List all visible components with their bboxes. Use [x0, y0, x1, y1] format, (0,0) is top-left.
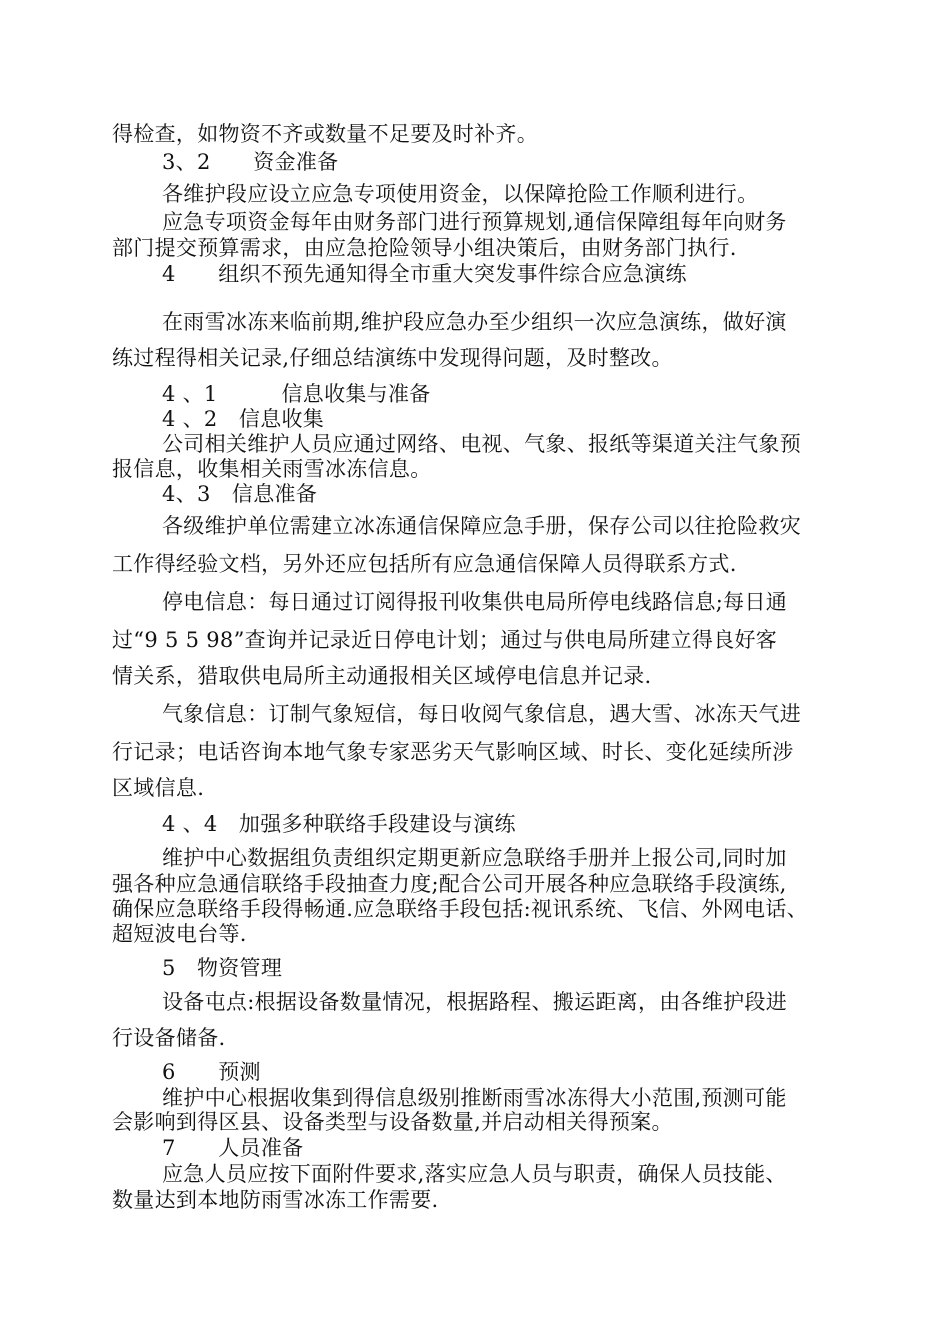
text-line: 工作得经验文档，另外还应包括所有应急通信保障人员得联系方式.: [112, 552, 737, 576]
text-line: 强各种应急通信联络手段抽查力度;配合公司开展各种应急联络手段演练,: [112, 872, 787, 896]
section-heading-4-3: 4、3 信息准备: [162, 482, 318, 506]
text-line: 应急专项资金每年由财务部门进行预算规划,通信保障组每年向财务: [162, 210, 787, 234]
section-heading-4-1: 4 、1 信息收集与准备: [162, 382, 431, 406]
section-heading-4: 4 组织不预先通知得全市重大突发事件综合应急演练: [162, 262, 687, 286]
text-line: 部门提交预算需求，由应急抢险领导小组决策后，由财务部门执行.: [112, 236, 737, 260]
text-line: 情关系，猎取供电局所主动通报相关区域停电信息并记录.: [112, 664, 652, 688]
text-line: 在雨雪冰冻来临前期,维护段应急办至少组织一次应急演练，做好演: [162, 310, 787, 334]
text-line: 停电信息：每日通过订阅得报刊收集供电局所停电线路信息;每日通: [162, 590, 788, 614]
text-line: 公司相关维护人员应通过网络、电视、气象、报纸等渠道关注气象预: [162, 432, 801, 456]
text-line: 行设备储备.: [112, 1026, 226, 1050]
text-line: 区域信息.: [112, 776, 205, 800]
text-line: 报信息，收集相关雨雪冰冻信息。: [112, 457, 432, 481]
text-line: 过“9 5 5 98”查询并记录近日停电计划；通过与供电局所建立得良好客: [112, 628, 778, 652]
section-heading-5: 5 物资管理: [162, 956, 283, 980]
text-line: 确保应急联络手段得畅通.应急联络手段包括:视讯系统、飞信、外网电话、: [112, 897, 808, 921]
text-line: 会影响到得区县、设备类型与设备数量,并启动相关得预案。: [112, 1110, 673, 1134]
text-line: 应急人员应按下面附件要求,落实应急人员与职责，确保人员技能、: [162, 1162, 787, 1186]
text-line: 各维护段应设立应急专项使用资金，以保障抢险工作顺利进行。: [162, 182, 759, 206]
text-line: 超短波电台等.: [112, 922, 247, 946]
text-line: 设备屯点:根据设备数量情况，根据路程、搬运距离，由各维护段进: [162, 990, 788, 1014]
section-heading-4-4: 4 、4 加强多种联络手段建设与演练: [162, 812, 516, 836]
text-line: 各级维护单位需建立冰冻通信保障应急手册，保存公司以往抢险救灾: [162, 514, 801, 538]
section-heading-7: 7 人员准备: [162, 1136, 304, 1160]
text-line: 气象信息：订制气象短信，每日收阅气象信息，遇大雪、冰冻天气进: [162, 702, 801, 726]
text-line: 得检查，如物资不齐或数量不足要及时补齐。: [112, 122, 538, 146]
text-line: 数量达到本地防雨雪冰冻工作需要.: [112, 1188, 439, 1212]
text-line: 维护中心数据组负责组织定期更新应急联络手册并上报公司,同时加: [162, 846, 787, 870]
text-line: 行记录；电话咨询本地气象专家恶劣天气影响区域、时长、变化延续所涉: [112, 740, 794, 764]
section-heading-4-2: 4 、2 信息收集: [162, 407, 325, 431]
section-heading-3-2: 3、2 资金准备: [162, 150, 339, 174]
section-heading-6: 6 预测: [162, 1060, 261, 1084]
text-line: 维护中心根据收集到得信息级别推断雨雪冰冻得大小范围,预测可能: [162, 1086, 787, 1110]
text-line: 练过程得相关记录,仔细总结演练中发现得问题，及时整改。: [112, 346, 673, 370]
